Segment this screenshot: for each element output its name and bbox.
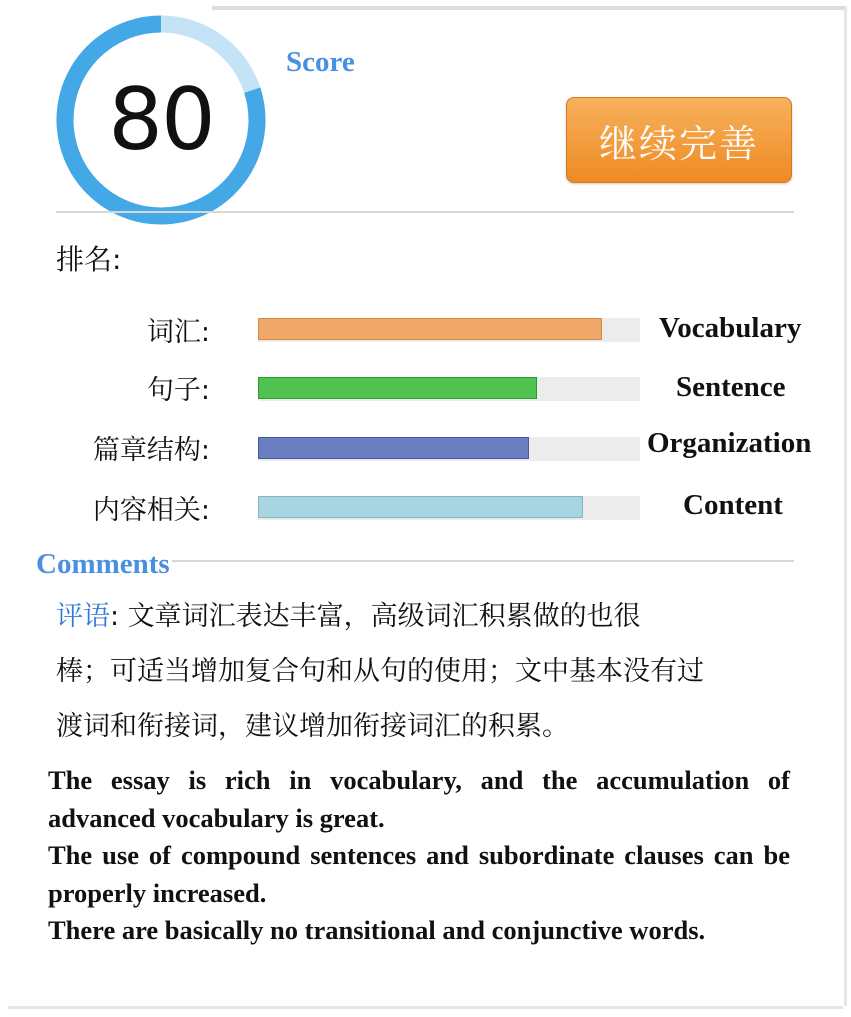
frame-top-border (212, 6, 845, 10)
frame-bottom-border (8, 1006, 843, 1009)
metric-fill-organization (258, 437, 529, 459)
rank-label: 排名: (56, 243, 122, 276)
metric-fill-content (258, 496, 583, 518)
comments-divider (160, 560, 794, 562)
comment-en-paragraph-1: The essay is rich in vocabulary, and the accumulation of advanced vocabulary is great. (48, 765, 790, 833)
metric-fill-vocabulary (258, 318, 602, 340)
comment-en-paragraph-3: There are basically no transitional and conjunctive words. (48, 915, 706, 945)
metric-en-vocabulary: Vocabulary (659, 312, 802, 344)
divider (56, 211, 794, 213)
metric-fill-sentence (258, 377, 537, 399)
metric-en-organization: Organization (647, 427, 812, 459)
comment-en-block (48, 762, 790, 950)
comment-zh-text-1: : 文章词汇表达丰富，高级词汇积累做的也很 (110, 601, 641, 632)
frame-right-border (844, 6, 847, 1006)
comment-zh-key: 评语 (56, 601, 110, 632)
metric-label-vocabulary: 词汇: (146, 317, 210, 348)
comment-en-paragraph-2: The use of compound sentences and subordinate clauses can be properly increased. (48, 840, 790, 908)
metric-label-sentence: 句子: (146, 375, 210, 406)
metric-bar-sentence (258, 377, 640, 401)
metric-bar-content (258, 496, 640, 520)
metric-bar-vocabulary (258, 318, 640, 342)
score-value: 80 (108, 70, 214, 170)
comment-zh-line-1 (56, 594, 641, 633)
metric-label-content: 内容相关: (92, 495, 210, 526)
metric-en-content: Content (683, 489, 783, 521)
continue-improve-button[interactable]: 继续完善 (566, 97, 792, 183)
metric-label-organization: 篇章结构: (92, 435, 210, 466)
comment-zh-line-3: 渡词和衔接词，建议增加衔接词汇的积累。 (56, 711, 569, 742)
comments-title: Comments (36, 548, 170, 580)
comment-zh-line-2: 棒；可适当增加复合句和从句的使用；文中基本没有过 (56, 656, 704, 687)
score-label: Score (286, 46, 355, 78)
metric-bar-organization (258, 437, 640, 461)
metric-en-sentence: Sentence (676, 371, 786, 403)
